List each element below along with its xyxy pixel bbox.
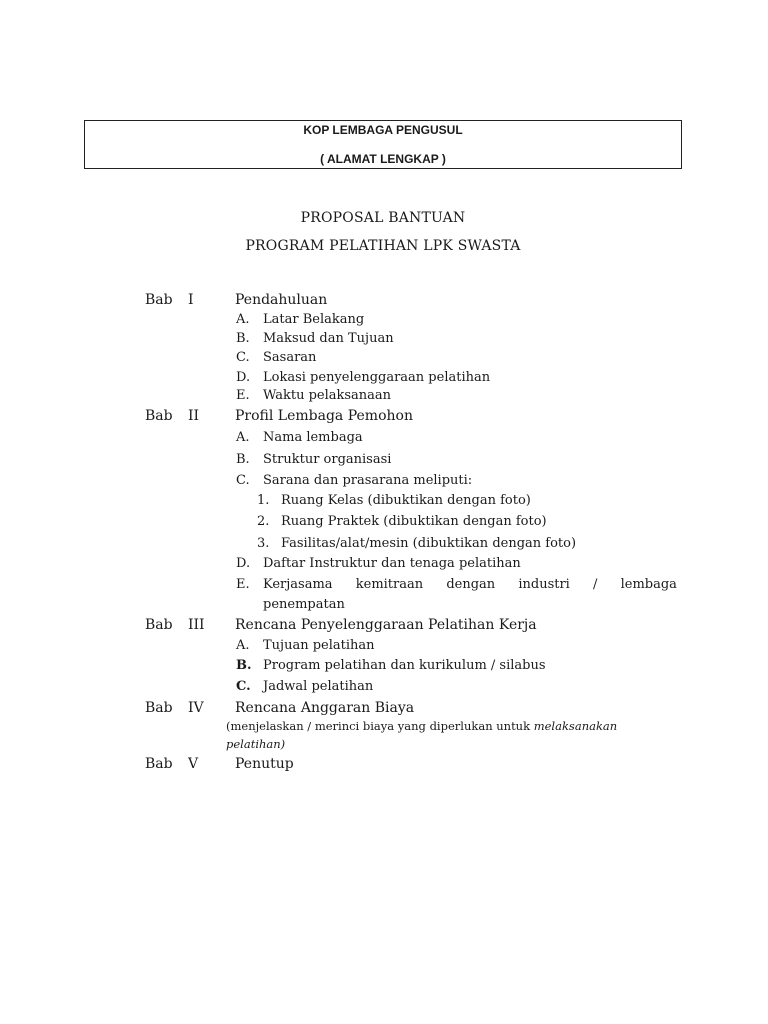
justified-word: dengan bbox=[446, 577, 496, 592]
sub-item-number: 3. bbox=[257, 536, 270, 551]
item-text: Sarana dan prasarana meliputi: bbox=[263, 473, 473, 488]
sub-item-text: Ruang Praktek (dibuktikan dengan foto) bbox=[281, 514, 547, 529]
chapter-number: IV bbox=[188, 700, 204, 716]
item-letter: C. bbox=[236, 350, 250, 365]
chapter-title: Rencana Anggaran Biaya bbox=[235, 700, 415, 716]
chapter-number: I bbox=[188, 292, 194, 308]
chapter-title: Pendahuluan bbox=[235, 292, 328, 308]
justified-word: Kerjasama bbox=[263, 577, 333, 592]
chapter-word: Bab bbox=[145, 617, 173, 633]
justified-word: kemitraan bbox=[355, 577, 424, 592]
item-text: Jadwal pelatihan bbox=[263, 679, 374, 694]
item-letter: C. bbox=[236, 679, 251, 694]
letterhead-institution: KOP LEMBAGA PENGUSUL bbox=[303, 123, 463, 137]
item-text-continued: penempatan bbox=[263, 597, 345, 612]
item-letter: D. bbox=[236, 370, 251, 385]
sub-item-number: 2. bbox=[257, 514, 270, 529]
item-text: Tujuan pelatihan bbox=[263, 638, 375, 653]
item-letter: A. bbox=[236, 312, 250, 327]
item-letter: B. bbox=[236, 452, 250, 467]
letterhead-address: ( ALAMAT LENGKAP ) bbox=[320, 152, 446, 166]
chapter-title: Profil Lembaga Pemohon bbox=[235, 408, 413, 424]
item-text: Daftar Instruktur dan tenaga pelatihan bbox=[263, 556, 521, 571]
chapter-word: Bab bbox=[145, 408, 173, 424]
chapter-word: Bab bbox=[145, 756, 173, 772]
sub-item-text: Fasilitas/alat/mesin (dibuktikan dengan foto) bbox=[281, 536, 577, 551]
item-text: Sasaran bbox=[263, 350, 317, 365]
justified-word: lembaga bbox=[620, 577, 677, 592]
item-letter: A. bbox=[236, 638, 250, 653]
item-letter: E. bbox=[236, 388, 250, 403]
chapter-title: Penutup bbox=[235, 756, 294, 772]
item-text-justified bbox=[263, 578, 677, 591]
item-text: Latar Belakang bbox=[263, 312, 365, 327]
document-title-line2: PROGRAM PELATIHAN LPK SWASTA bbox=[245, 238, 521, 254]
chapter-word: Bab bbox=[145, 700, 173, 716]
chapter-number: III bbox=[188, 617, 205, 633]
chapter-title: Rencana Penyelenggaraan Pelatihan Kerja bbox=[235, 617, 537, 633]
justified-word: industri bbox=[518, 577, 570, 592]
chapter-number: II bbox=[188, 408, 200, 424]
item-text: Nama lembaga bbox=[263, 430, 363, 445]
item-letter: D. bbox=[236, 556, 251, 571]
item-text: Lokasi penyelenggaraan pelatihan bbox=[263, 370, 491, 385]
item-letter: C. bbox=[236, 473, 250, 488]
sub-item-number: 1. bbox=[257, 493, 270, 508]
sub-item-text: Ruang Kelas (dibuktikan dengan foto) bbox=[281, 493, 531, 508]
document-title-line1: PROPOSAL BANTUAN bbox=[300, 210, 466, 226]
chapter-note-continued: pelatihan) bbox=[226, 737, 286, 751]
chapter-number: V bbox=[188, 756, 199, 772]
item-letter: B. bbox=[236, 658, 252, 673]
item-text: Maksud dan Tujuan bbox=[263, 331, 394, 346]
item-text: Struktur organisasi bbox=[263, 452, 392, 467]
note-plain: (menjelaskan / merinci biaya yang diperlukan untuk bbox=[226, 719, 534, 733]
item-letter: A. bbox=[236, 430, 250, 445]
item-letter: E. bbox=[236, 577, 250, 592]
item-text: Waktu pelaksanaan bbox=[263, 388, 392, 403]
letterhead-box bbox=[84, 120, 682, 169]
chapter-note bbox=[226, 721, 617, 733]
note-italic: melaksanakan bbox=[533, 719, 618, 733]
item-text: Program pelatihan dan kurikulum / silabus bbox=[263, 658, 546, 673]
chapter-word: Bab bbox=[145, 292, 173, 308]
item-letter: B. bbox=[236, 331, 250, 346]
justified-word: / bbox=[593, 577, 598, 592]
